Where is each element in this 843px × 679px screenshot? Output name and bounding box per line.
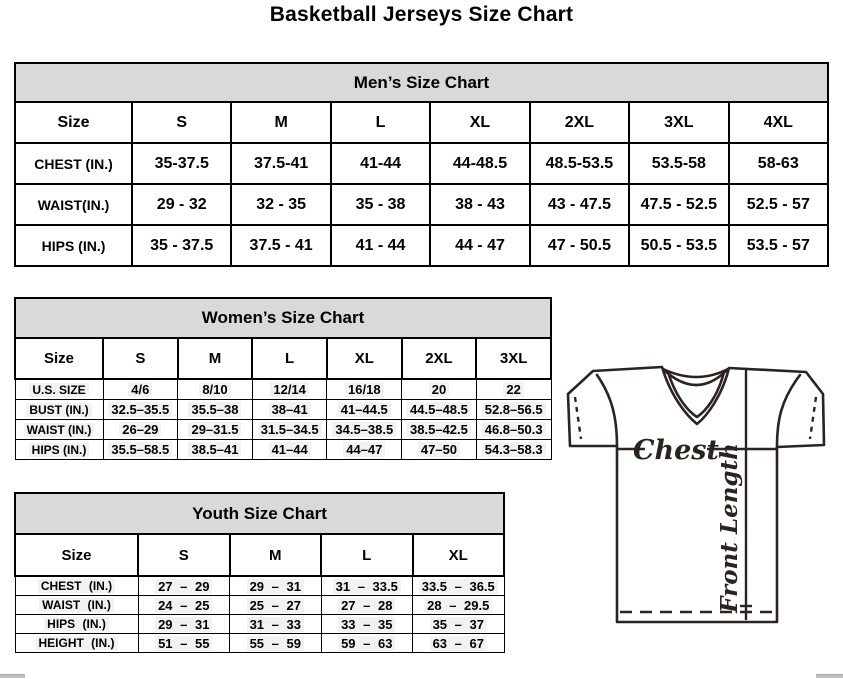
size-value-cell: 50.5 - 53.5 (629, 225, 728, 266)
size-value-cell: 27 – 28 (321, 596, 413, 615)
size-value-cell: 53.5 - 57 (729, 225, 828, 266)
table-row (15, 596, 504, 615)
size-value-cell: 24 – 25 (138, 596, 230, 615)
jersey-outline (568, 367, 824, 622)
size-value-cell: 58-63 (729, 143, 828, 184)
table-row (15, 225, 828, 266)
row-label: U.S. SIZE (15, 379, 103, 400)
size-value-cell: 38–41 (252, 400, 327, 420)
size-value-cell: 31 – 33.5 (321, 576, 413, 596)
size-value-cell: 41 - 44 (331, 225, 430, 266)
crop-artifact-left (0, 674, 25, 678)
column-header: 2XL (402, 338, 477, 379)
size-value-cell: 35.5–58.5 (103, 440, 178, 460)
column-header: L (252, 338, 327, 379)
size-value-cell: 26–29 (103, 420, 178, 440)
size-value-cell: 31.5–34.5 (252, 420, 327, 440)
table-row (15, 576, 504, 596)
size-value-cell: 34.5–38.5 (327, 420, 402, 440)
size-value-cell: 41–44 (252, 440, 327, 460)
size-value-cell: 37.5-41 (231, 143, 330, 184)
size-value-cell: 44 - 47 (430, 225, 529, 266)
size-value-cell: 55 – 59 (230, 634, 322, 653)
size-value-cell: 38.5–42.5 (402, 420, 477, 440)
column-header: Size (15, 534, 138, 576)
size-value-cell: 33 – 35 (321, 615, 413, 634)
row-label: HIPS (IN.) (15, 615, 138, 634)
right-cuff-dashed-line (810, 397, 816, 439)
size-value-cell: 27 – 29 (138, 576, 230, 596)
row-label: CHEST (IN.) (15, 143, 132, 184)
column-header: 3XL (476, 338, 551, 379)
size-value-cell: 38 - 43 (430, 184, 529, 225)
collar-arc-outer (663, 369, 728, 377)
size-value-cell: 32.5–35.5 (103, 400, 178, 420)
row-label: HEIGHT (IN.) (15, 634, 138, 653)
column-header: M (231, 102, 330, 143)
youth-size-chart-table (14, 492, 505, 653)
column-header: Size (15, 102, 132, 143)
size-value-cell: 35 - 37.5 (132, 225, 231, 266)
column-header: M (178, 338, 253, 379)
row-label: HIPS (IN.) (15, 440, 103, 460)
size-value-cell: 38.5–41 (178, 440, 253, 460)
size-value-cell: 35 - 38 (331, 184, 430, 225)
size-value-cell: 12/14 (252, 379, 327, 400)
column-header: L (321, 534, 413, 576)
table-row (15, 615, 504, 634)
table-row (15, 420, 551, 440)
table-title: Women’s Size Chart (15, 298, 551, 338)
size-value-cell: 32 - 35 (231, 184, 330, 225)
chest-label: Chest (633, 435, 719, 466)
table-row (15, 143, 828, 184)
size-value-cell: 29 – 31 (230, 576, 322, 596)
inner-v-neckline (668, 372, 724, 417)
row-label: CHEST (IN.) (15, 576, 138, 596)
column-header: Size (15, 338, 103, 379)
size-value-cell: 31 – 33 (230, 615, 322, 634)
table-row (15, 400, 551, 420)
column-header: M (230, 534, 322, 576)
table-row (15, 184, 828, 225)
table-row (15, 634, 504, 653)
left-sleeve-seam (597, 375, 617, 446)
size-value-cell: 47–50 (402, 440, 477, 460)
column-header: XL (430, 102, 529, 143)
size-value-cell: 48.5-53.5 (530, 143, 629, 184)
size-value-cell: 4/6 (103, 379, 178, 400)
size-value-cell: 41-44 (331, 143, 430, 184)
size-value-cell: 44–47 (327, 440, 402, 460)
size-value-cell: 51 – 55 (138, 634, 230, 653)
size-value-cell: 28 – 29.5 (413, 596, 505, 615)
size-value-cell: 22 (476, 379, 551, 400)
row-label: BUST (IN.) (15, 400, 103, 420)
mens-size-chart-table (14, 62, 829, 267)
left-cuff-dashed-line (575, 397, 581, 439)
crop-artifact-right (816, 674, 843, 678)
size-value-cell: 52.8–56.5 (476, 400, 551, 420)
size-value-cell: 33.5 – 36.5 (413, 576, 505, 596)
column-header: XL (327, 338, 402, 379)
size-value-cell: 35.5–38 (178, 400, 253, 420)
womens-size-chart-table (14, 297, 552, 460)
size-value-cell: 25 – 27 (230, 596, 322, 615)
size-table (14, 62, 829, 267)
size-value-cell: 41–44.5 (327, 400, 402, 420)
size-value-cell: 37.5 - 41 (231, 225, 330, 266)
column-header: L (331, 102, 430, 143)
table-row (15, 440, 551, 460)
size-value-cell: 8/10 (178, 379, 253, 400)
column-header: XL (413, 534, 505, 576)
size-value-cell: 29 - 32 (132, 184, 231, 225)
size-value-cell: 44.5–48.5 (402, 400, 477, 420)
size-value-cell: 52.5 - 57 (729, 184, 828, 225)
table-row (15, 379, 551, 400)
column-header: S (103, 338, 178, 379)
front-length-label: Front Length (716, 443, 743, 613)
column-header: S (138, 534, 230, 576)
size-value-cell: 20 (402, 379, 477, 400)
size-value-cell: 43 - 47.5 (530, 184, 629, 225)
size-value-cell: 54.3–58.3 (476, 440, 551, 460)
row-label: WAIST(IN.) (15, 184, 132, 225)
column-header: 4XL (729, 102, 828, 143)
size-table (14, 492, 505, 653)
size-value-cell: 46.8–50.3 (476, 420, 551, 440)
right-sleeve-seam (777, 375, 800, 447)
column-header: S (132, 102, 231, 143)
row-label: WAIST (IN.) (15, 596, 138, 615)
size-table (14, 297, 552, 460)
row-label: WAIST (IN.) (15, 420, 103, 440)
size-value-cell: 16/18 (327, 379, 402, 400)
size-value-cell: 63 – 67 (413, 634, 505, 653)
table-title: Youth Size Chart (15, 493, 504, 534)
row-label: HIPS (IN.) (15, 225, 132, 266)
table-title: Men’s Size Chart (15, 63, 828, 102)
size-value-cell: 53.5-58 (629, 143, 728, 184)
page-title: Basketball Jerseys Size Chart (269, 3, 574, 26)
size-value-cell: 35 – 37 (413, 615, 505, 634)
collar-arc-inner (665, 371, 726, 385)
size-value-cell: 35-37.5 (132, 143, 231, 184)
size-value-cell: 47 - 50.5 (530, 225, 629, 266)
column-header: 3XL (629, 102, 728, 143)
size-value-cell: 29–31.5 (178, 420, 253, 440)
size-value-cell: 47.5 - 52.5 (629, 184, 728, 225)
size-value-cell: 29 – 31 (138, 615, 230, 634)
column-header: 2XL (530, 102, 629, 143)
size-value-cell: 44-48.5 (430, 143, 529, 184)
size-value-cell: 59 – 63 (321, 634, 413, 653)
